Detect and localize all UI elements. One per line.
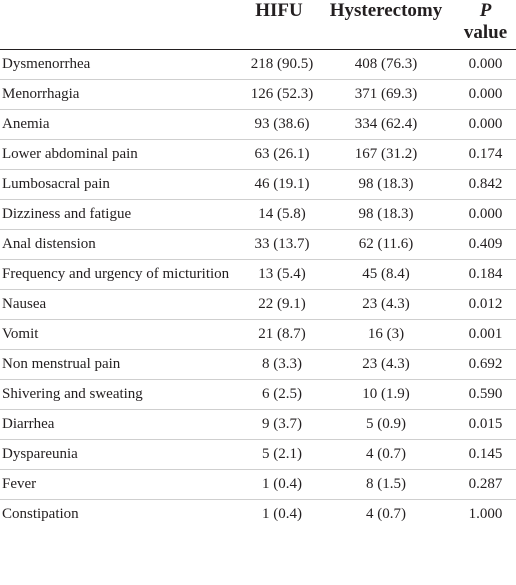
symptom-cell: Anemia xyxy=(2,116,50,132)
symptom-cell: Frequency and urgency of micturition xyxy=(2,266,230,282)
header-symptom xyxy=(0,0,241,50)
table-row xyxy=(0,50,516,80)
table-row xyxy=(0,380,516,410)
table-body xyxy=(0,50,516,530)
header-hifu: HIFU xyxy=(255,0,303,21)
hifu-cell: 14 (5.8) xyxy=(258,206,306,222)
p-value-cell: 0.287 xyxy=(468,476,503,492)
p-value-cell: 0.000 xyxy=(468,206,503,222)
hysterectomy-cell: 8 (1.5) xyxy=(366,476,406,492)
table-row xyxy=(0,290,516,320)
hysterectomy-cell: 98 (18.3) xyxy=(358,176,414,192)
hifu-cell: 9 (3.7) xyxy=(262,416,302,432)
p-value-cell: 1.000 xyxy=(468,506,503,522)
table-row xyxy=(0,110,516,140)
hysterectomy-cell: 23 (4.3) xyxy=(362,356,410,372)
hifu-cell: 33 (13.7) xyxy=(254,236,310,252)
p-value-cell: 0.012 xyxy=(468,296,503,312)
p-value-cell: 0.015 xyxy=(468,416,503,432)
hifu-cell: 93 (38.6) xyxy=(254,116,310,132)
table-row xyxy=(0,200,516,230)
symptom-cell: Anal distension xyxy=(2,236,96,252)
table-row xyxy=(0,260,516,290)
hysterectomy-cell: 5 (0.9) xyxy=(366,416,406,432)
hysterectomy-cell: 62 (11.6) xyxy=(358,236,414,252)
table-row xyxy=(0,320,516,350)
header-value: value xyxy=(463,22,508,43)
hysterectomy-cell: 98 (18.3) xyxy=(358,206,414,222)
hysterectomy-cell: 334 (62.4) xyxy=(354,116,418,132)
symptom-cell: Diarrhea xyxy=(2,416,55,432)
header-hysterectomy: Hysterectomy xyxy=(329,0,443,21)
p-value-cell: 0.000 xyxy=(468,116,503,132)
symptom-cell: Dyspareunia xyxy=(2,446,78,462)
symptom-cell: Fever xyxy=(2,476,37,492)
hifu-cell: 63 (26.1) xyxy=(254,146,310,162)
symptom-cell: Menorrhagia xyxy=(2,86,80,102)
symptom-cell: Non menstrual pain xyxy=(2,356,121,372)
p-value-cell: 0.000 xyxy=(468,56,503,72)
hifu-cell: 13 (5.4) xyxy=(258,266,306,282)
hifu-cell: 1 (0.4) xyxy=(262,476,302,492)
table-row xyxy=(0,80,516,110)
p-value-cell: 0.409 xyxy=(468,236,503,252)
p-value-cell: 0.000 xyxy=(468,86,503,102)
table-row xyxy=(0,170,516,200)
table-row xyxy=(0,410,516,440)
p-value-cell: 0.184 xyxy=(468,266,503,282)
hysterectomy-cell: 10 (1.9) xyxy=(362,386,410,402)
symptom-cell: Lumbosacral pain xyxy=(2,176,110,192)
hysterectomy-cell: 371 (69.3) xyxy=(354,86,418,102)
hysterectomy-cell: 4 (0.7) xyxy=(366,506,406,522)
table-row xyxy=(0,440,516,470)
p-value-cell: 0.145 xyxy=(468,446,503,462)
header-p: P xyxy=(479,0,492,21)
p-value-cell: 0.692 xyxy=(468,356,503,372)
header-p-value xyxy=(455,0,516,50)
hysterectomy-cell: 167 (31.2) xyxy=(354,146,418,162)
table-row xyxy=(0,140,516,170)
table-header xyxy=(0,0,516,50)
symptom-cell: Constipation xyxy=(2,506,79,522)
hifu-cell: 21 (8.7) xyxy=(258,326,306,342)
hifu-cell: 5 (2.1) xyxy=(262,446,302,462)
hifu-cell: 218 (90.5) xyxy=(250,56,314,72)
hysterectomy-cell: 45 (8.4) xyxy=(362,266,410,282)
table-row xyxy=(0,470,516,500)
symptom-cell: Dizziness and fatigue xyxy=(2,206,132,222)
table-row xyxy=(0,350,516,380)
symptom-cell: Vomit xyxy=(2,326,39,342)
symptom-cell: Lower abdominal pain xyxy=(2,146,138,162)
hifu-cell: 46 (19.1) xyxy=(254,176,310,192)
table-row xyxy=(0,500,516,530)
hifu-cell: 126 (52.3) xyxy=(250,86,314,102)
hifu-cell: 22 (9.1) xyxy=(258,296,306,312)
symptom-cell: Shivering and sweating xyxy=(2,386,143,402)
table-row xyxy=(0,230,516,260)
hysterectomy-cell: 16 (3) xyxy=(367,326,405,342)
p-value-cell: 0.001 xyxy=(468,326,503,342)
hysterectomy-cell: 408 (76.3) xyxy=(354,56,418,72)
hysterectomy-cell: 4 (0.7) xyxy=(366,446,406,462)
symptom-cell: Dysmenorrhea xyxy=(2,56,91,72)
hifu-cell: 6 (2.5) xyxy=(262,386,302,402)
symptom-cell: Nausea xyxy=(2,296,47,312)
hifu-cell: 8 (3.3) xyxy=(262,356,302,372)
p-value-cell: 0.842 xyxy=(468,176,503,192)
p-value-cell: 0.174 xyxy=(468,146,503,162)
hifu-cell: 1 (0.4) xyxy=(262,506,302,522)
p-value-cell: 0.590 xyxy=(468,386,503,402)
hysterectomy-cell: 23 (4.3) xyxy=(362,296,410,312)
